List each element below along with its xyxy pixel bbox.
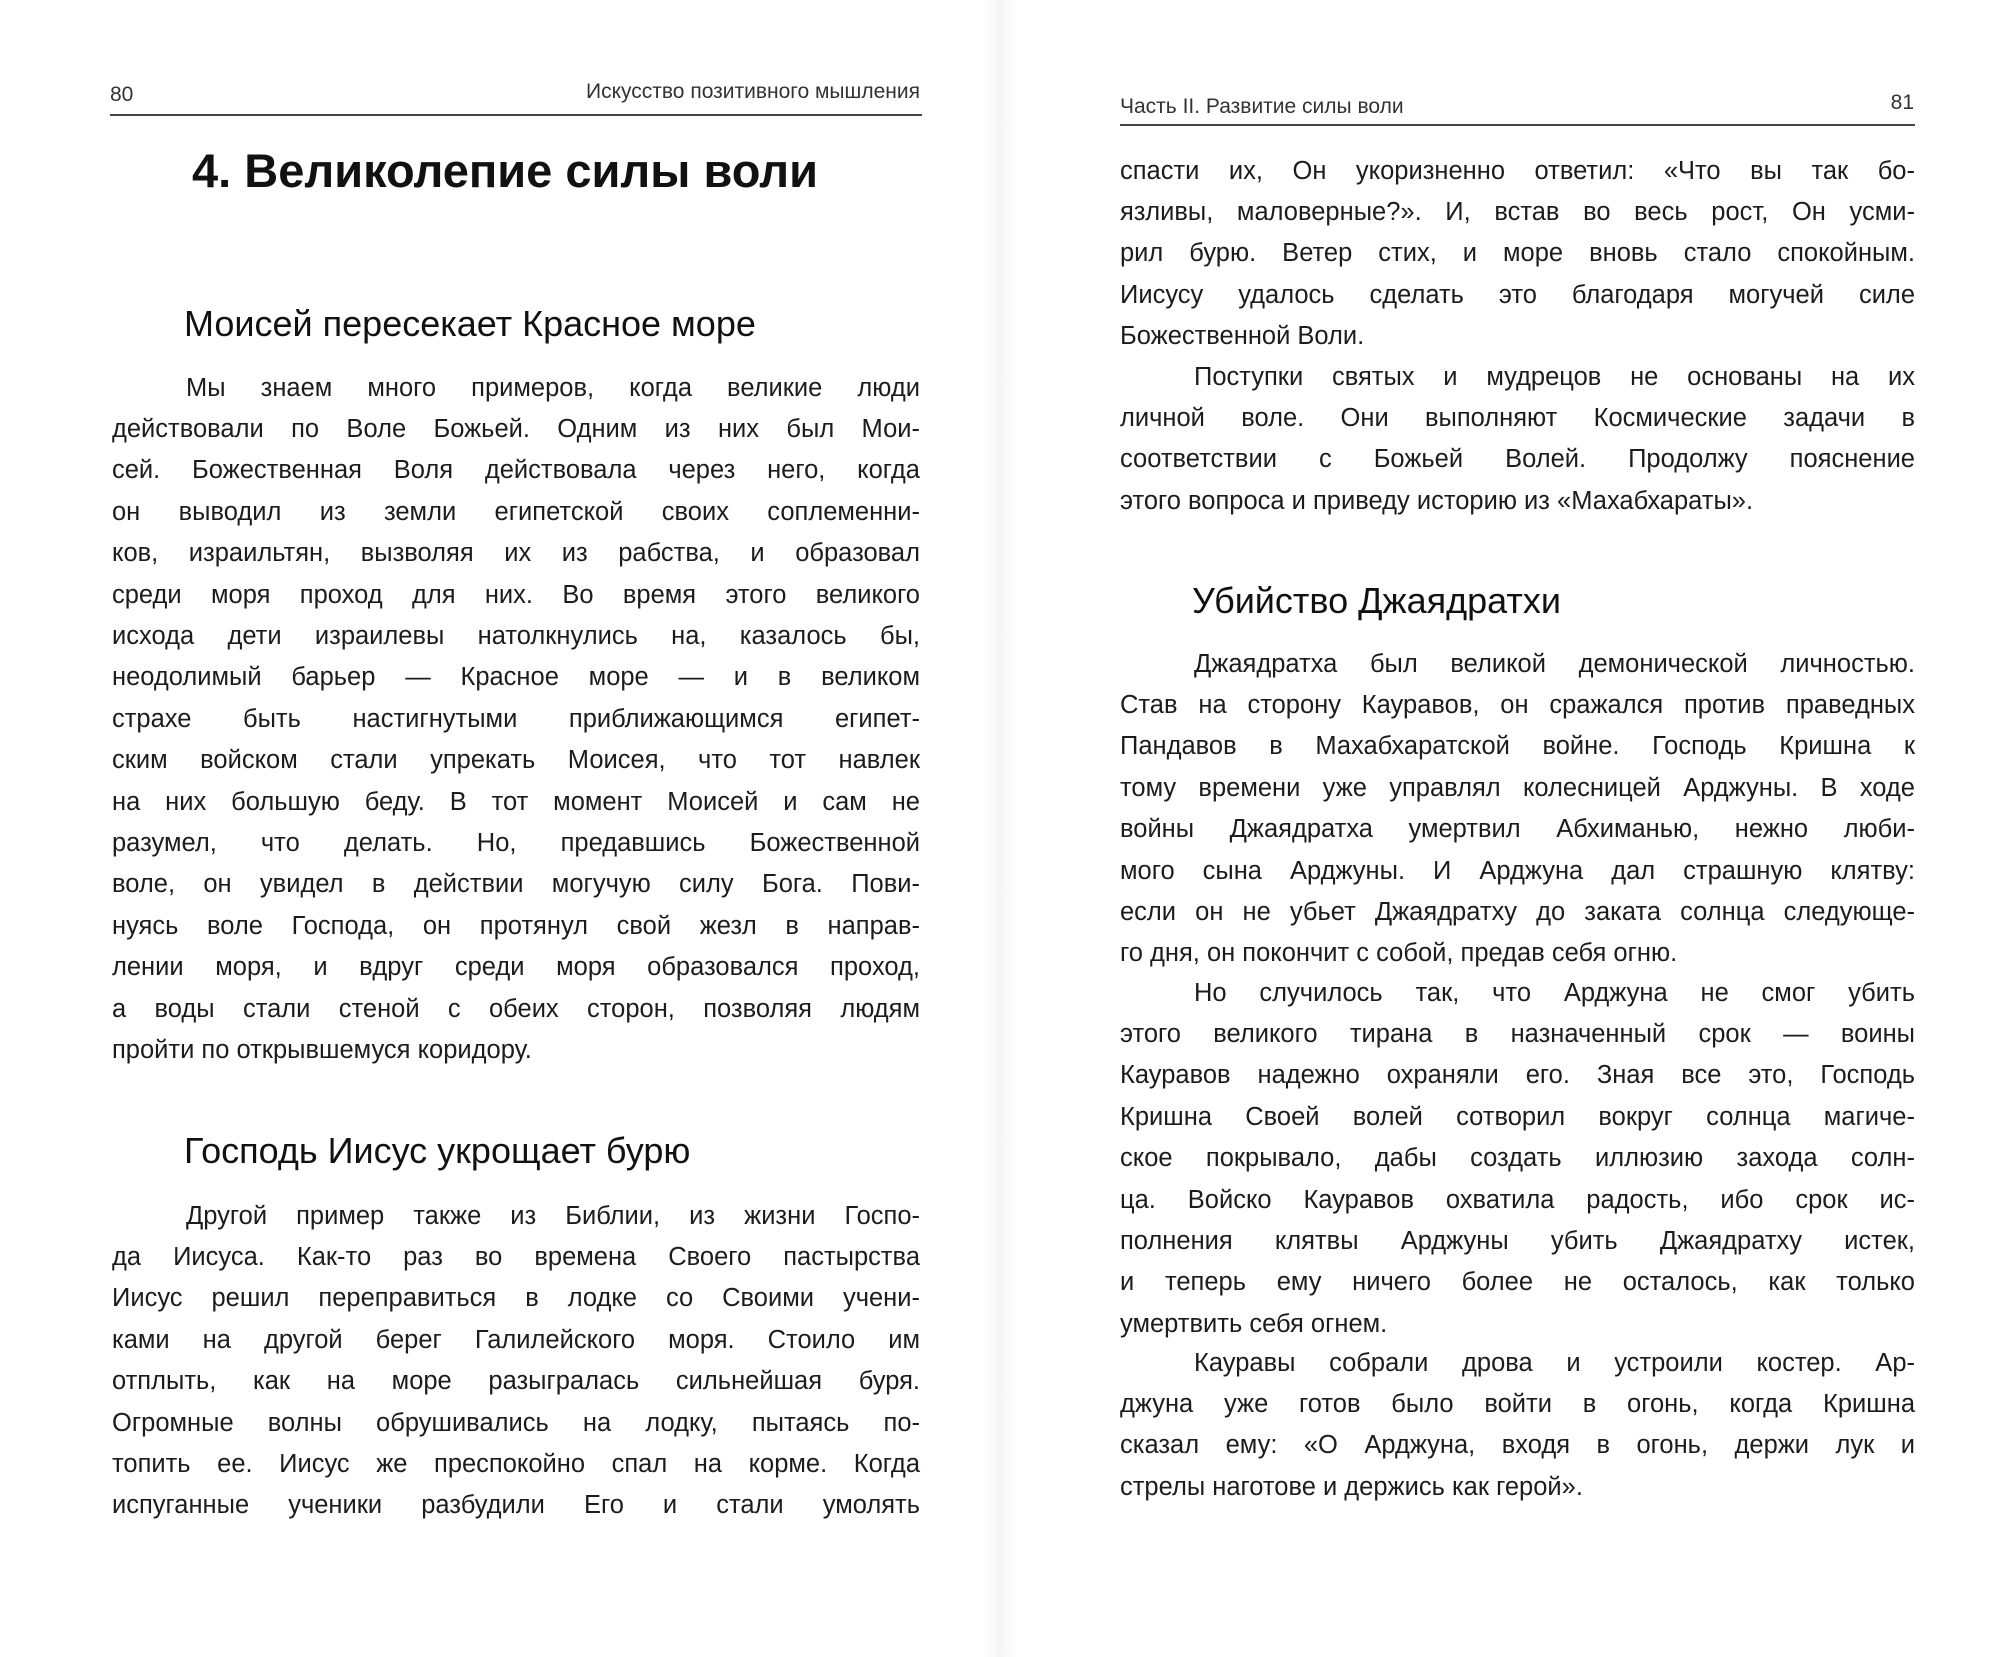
- paragraph-line: умертвить себя огнем.: [1120, 1309, 1388, 1338]
- paragraph-line: среди моря проход для них. Во время этого великого: [112, 580, 920, 609]
- paragraph-line: Кауравов надежно охраняли его. Зная все это, Господь: [1120, 1061, 1915, 1090]
- paragraph-line: топить ее. Иисус же преспокойно спал на корме. Когда: [112, 1449, 920, 1478]
- right-page-number: 81: [1890, 91, 1914, 114]
- paragraph-line: Божественной Воли.: [1120, 322, 1365, 351]
- paragraph-line: Но случилось так, что Арджуна не смог убить: [1194, 978, 1915, 1007]
- section-heading: Моисей пересекает Красное море: [184, 303, 756, 344]
- paragraph-line: Иисус решил переправиться в лодке со Своими учени-: [112, 1284, 920, 1313]
- paragraph-line: войны Джаядратха умертвил Абхиманью, нежно люби-: [1120, 815, 1915, 844]
- paragraph-line: ками на другой берег Галилейского моря. Стоило им: [112, 1325, 920, 1354]
- paragraph-line: джуна уже готов было войти в огонь, когда Кришна: [1120, 1389, 1915, 1418]
- paragraph-line: тому времени уже управлял колесницей Арджуны. В ходе: [1120, 773, 1915, 802]
- paragraph-line: стрелы наготове и держись как герой».: [1120, 1472, 1583, 1501]
- paragraph-line: Кауравы собрали дрова и устроили костер. Ар-: [1194, 1348, 1915, 1377]
- left-page-number: 80: [110, 83, 134, 106]
- paragraph-line: да Иисуса. Как-то раз во времена Своего пастырства: [112, 1242, 920, 1271]
- paragraph-line: пройти по открывшемуся коридору.: [112, 1035, 532, 1064]
- paragraph-line: Иисусу удалось сделать это благодаря могучей силе: [1120, 280, 1915, 309]
- paragraph-line: испуганные ученики разбудили Его и стали умолять: [112, 1491, 920, 1520]
- paragraph-line: Став на сторону Кауравов, он сражался против праведных: [1120, 690, 1915, 719]
- paragraph-line: Огромные волны обрушивались на лодку, пытаясь по-: [112, 1408, 920, 1437]
- paragraph-line: Кришна Своей волей сотворил вокруг солнца магиче-: [1120, 1102, 1915, 1131]
- paragraph-line: Джаядратха был великой демонической личностью.: [1194, 649, 1915, 678]
- paragraph-line: ским войском стали упрекать Моисея, что тот навлек: [112, 746, 920, 775]
- paragraph-line: ков, израильтян, вызволяя их из рабства, и образовал: [112, 539, 920, 568]
- paragraph-line: если он не убьет Джаядратху до заката солнца следующе-: [1120, 897, 1915, 926]
- paragraph-line: на них большую беду. В тот момент Моисей и сам не: [112, 787, 920, 816]
- paragraph-line: Другой пример также из Библии, из жизни Госпо-: [186, 1201, 920, 1230]
- paragraph-line: Пандавов в Махабхаратской войне. Господь Кришна к: [1120, 732, 1915, 761]
- paragraph-line: этого вопроса и приведу историю из «Махабхараты».: [1120, 486, 1754, 515]
- paragraph-line: и теперь ему ничего более не осталось, как только: [1120, 1268, 1915, 1297]
- paragraph-line: го дня, он покончит с собой, предав себя огню.: [1120, 939, 1678, 968]
- paragraph-line: нуясь воле Господа, он протянул свой жезл в направ-: [112, 911, 920, 940]
- paragraph-line: неодолимый барьер — Красное море — и в великом: [112, 663, 920, 692]
- paragraph-line: ца. Войско Кауравов охватила радость, ибо срок ис-: [1120, 1185, 1915, 1214]
- paragraph-line: исхода дети израилевы натолкнулись на, казалось бы,: [112, 621, 920, 650]
- left-running-head: Искусство позитивного мышления: [585, 80, 920, 103]
- right-header-rule: [1120, 124, 1915, 126]
- paragraph-line: рил бурю. Ветер стих, и море вновь стало спокойным.: [1120, 239, 1915, 268]
- paragraph-line: Мы знаем много примеров, когда великие люди: [186, 373, 920, 402]
- paragraph-line: спасти их, Он укоризненно ответил: «Что вы так бо-: [1120, 156, 1915, 185]
- paragraph-line: он выводил из земли египетской своих соплеменни-: [112, 497, 920, 526]
- paragraph-line: язливы, маловерные?». И, встав во весь рост, Он усми-: [1120, 197, 1915, 226]
- paragraph-line: сей. Божественная Воля действовала через него, когда: [112, 456, 920, 485]
- paragraph-line: разумел, что делать. Но, предавшись Божественной: [112, 828, 920, 857]
- paragraph-line: ское покрывало, дабы создать иллюзию захода солн-: [1120, 1144, 1915, 1173]
- paragraph-line: воле, он увидел в действии могучую силу Бога. Пови-: [112, 870, 920, 899]
- paragraph-line: лении моря, и вдруг среди моря образовался проход,: [112, 953, 920, 982]
- left-header-rule: [110, 114, 922, 116]
- paragraph-line: страхе быть настигнутыми приближающимся египет-: [112, 704, 920, 733]
- right-running-head: Часть II. Развитие силы воли: [1120, 95, 1404, 118]
- book-gutter: [985, 0, 1015, 1657]
- section-heading: Господь Иисус укрощает бурю: [184, 1130, 691, 1171]
- paragraph-line: действовали по Воле Божьей. Одним из них был Мои-: [112, 414, 920, 443]
- paragraph-line: личной воле. Они выполняют Космические задачи в: [1120, 403, 1915, 432]
- paragraph-line: этого великого тирана в назначенный срок — воины: [1120, 1019, 1915, 1048]
- paragraph-line: Поступки святых и мудрецов не основаны на их: [1194, 362, 1915, 391]
- paragraph-line: мого сына Арджуны. И Арджуна дал страшную клятву:: [1120, 856, 1915, 885]
- chapter-title: 4. Великолепие силы воли: [192, 144, 819, 197]
- paragraph-line: соответствии с Божьей Волей. Продолжу пояснение: [1120, 445, 1915, 474]
- paragraph-line: а воды стали стеной с обеих сторон, позволяя людям: [112, 994, 920, 1023]
- paragraph-line: отплыть, как на море разыгралась сильнейшая буря.: [112, 1367, 920, 1396]
- paragraph-line: полнения клятвы Арджуны убить Джаядратху истек,: [1120, 1226, 1915, 1255]
- paragraph-line: сказал ему: «О Арджуна, входя в огонь, держи лук и: [1120, 1431, 1915, 1460]
- section-heading: Убийство Джаядратхи: [1192, 580, 1561, 621]
